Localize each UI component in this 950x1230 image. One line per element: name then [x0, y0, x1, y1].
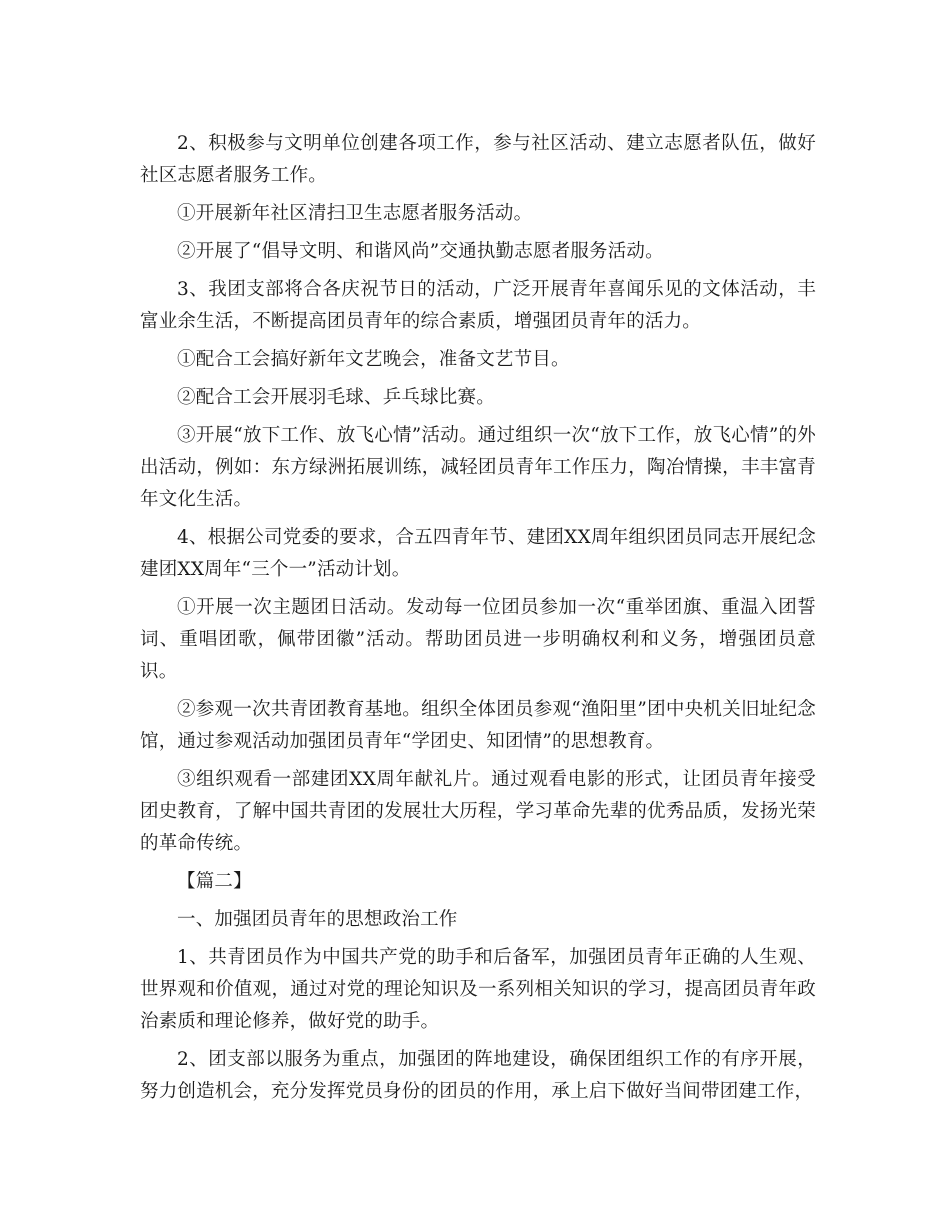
document-body	[140, 128, 816, 1114]
paragraph: ②配合工会开展羽毛球、乒乓球比赛。	[177, 387, 495, 408]
paragraph: 3、我团支部将合各庆祝节日的活动，广泛开展青年喜闻乐见的文体活动，丰富业余生活，不断提高团员青年的综合素质，增强团员青年的活力。	[140, 279, 816, 332]
paragraph: 1、共青团员作为中国共产党的助手和后备军，加强团员青年正确的人生观、世界观和价值观，通过对党的理论知识及一系列相关知识的学习，提高团员青年政治素质和理论修养，做好党的助手。	[140, 947, 816, 1032]
subsection-heading: 一、加强团员青年的思想政治工作	[177, 909, 458, 930]
paragraph: 2、团支部以服务为重点，加强团的阵地建设，确保团组织工作的有序开展，努力创造机会，充分发挥党员身份的团员的作用，承上启下做好当间带团建工作，	[140, 1049, 816, 1102]
paragraph: 2、积极参与文明单位创建各项工作，参与社区活动、建立志愿者队伍，做好社区志愿者服务工作。	[140, 133, 816, 186]
paragraph: ②开展了“倡导文明、和谐风尚”交通执勤志愿者服务活动。	[177, 241, 664, 262]
section-heading: 【篇二】	[177, 871, 252, 892]
paragraph: ②参观一次共青团教育基地。组织全体团员参观“渔阳里”团中央机关旧址纪念馆，通过参观活动加强团员青年“学团史、知团情”的思想教育。	[140, 699, 816, 752]
paragraph: ①配合工会搞好新年文艺晚会，准备文艺节目。	[177, 349, 570, 370]
paragraph: ③开展“放下工作、放飞心情”活动。通过组织一次“放下工作，放飞心情”的外出活动，例如：东方绿洲拓展训练，减轻团员青年工作压力，陶冶情操，丰丰富青年文化生活。	[140, 425, 816, 510]
paragraph: ③组织观看一部建团XX周年献礼片。通过观看电影的形式，让团员青年接受团史教育，了解中国共青团的发展壮大历程，学习革命先辈的优秀品质，发扬光荣的革命传统。	[140, 769, 816, 854]
paragraph: 4、根据公司党委的要求，合五四青年节、建团XX周年组织团员同志开展纪念建团XX周年“三个一”活动计划。	[140, 527, 816, 580]
paragraph: ①开展一次主题团日活动。发动每一位团员参加一次“重举团旗、重温入团誓词、重唱团歌，佩带团徽”活动。帮助团员进一步明确权利和义务，增强团员意识。	[140, 597, 816, 682]
paragraph: ①开展新年社区清扫卫生志愿者服务活动。	[177, 203, 533, 224]
